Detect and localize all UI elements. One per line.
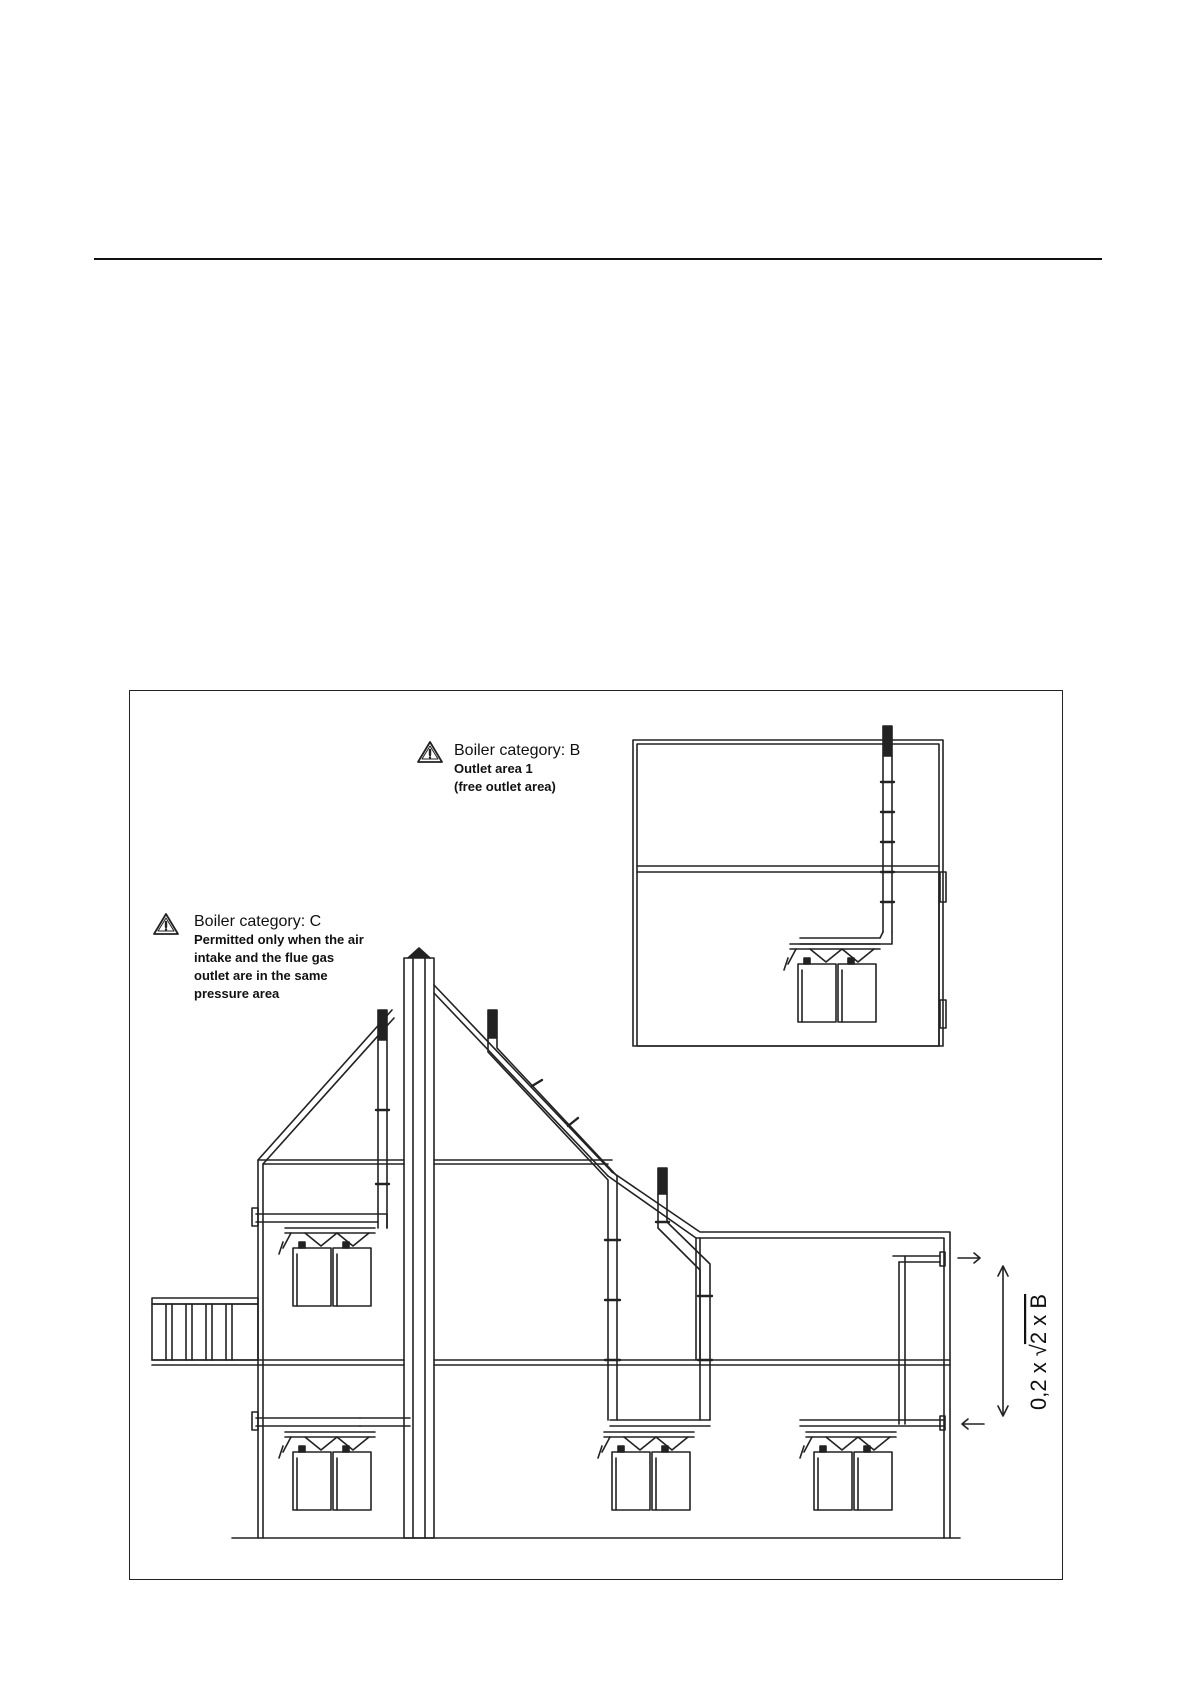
category-c-line1: Permitted only when the air [194,932,364,947]
flue-left-upper [252,1010,389,1306]
dimension-prefix: 0,2 x [1026,1356,1051,1410]
flue-right [800,1252,1008,1510]
warning-triangle-icon [418,742,442,762]
category-b-title: Boiler category: B [454,742,581,759]
category-b-line1: Outlet area 1 [454,761,533,776]
dimension-root: √ [1026,1344,1051,1357]
svg-text:0,2 x √2 x B [1026,1294,1051,1410]
flue-left-lower [252,1412,410,1510]
warning-triangle-icon [154,914,178,934]
category-c-line3: outlet are in the same [194,968,328,983]
category-b-line2: (free outlet area) [454,779,556,794]
building-category-b [633,726,946,1046]
category-c-title: Boiler category: C [194,913,322,930]
label-category-c [194,913,364,1001]
dimension-label [1026,1294,1051,1410]
category-c-line4: pressure area [194,986,280,1001]
category-c-line2: intake and the flue gas [194,950,335,965]
label-category-b [454,742,580,794]
dimension-radicand: 2 x B [1026,1293,1051,1345]
building-category-c [152,948,960,1538]
